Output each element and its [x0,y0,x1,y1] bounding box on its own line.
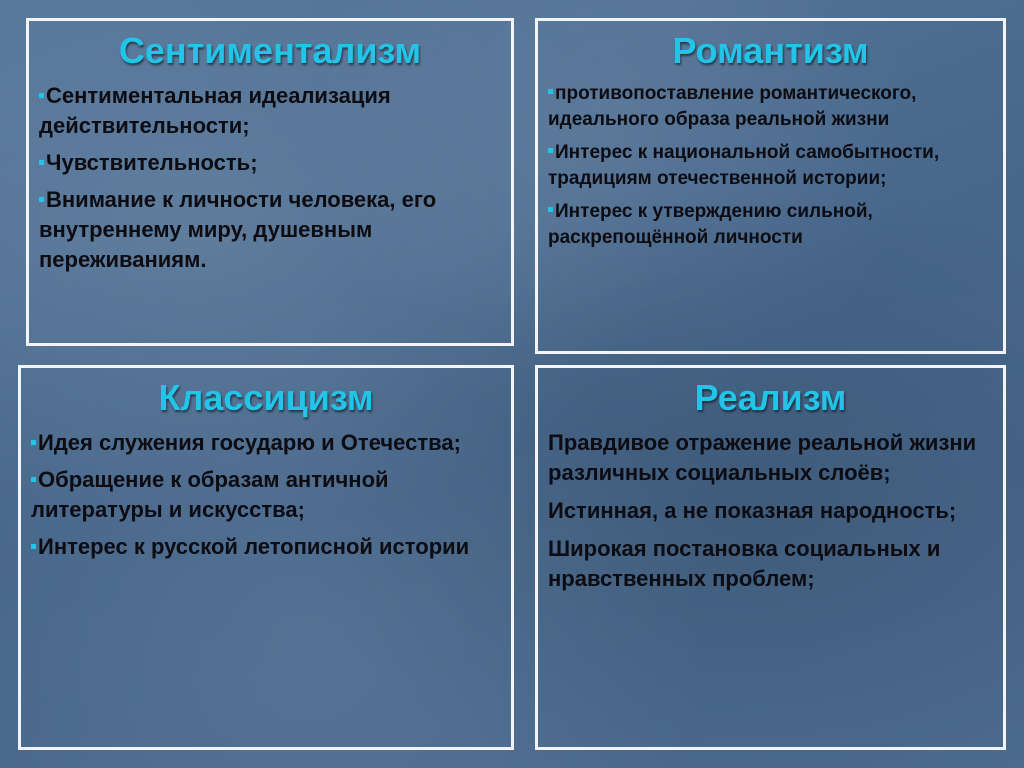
square-bullet-icon [548,148,553,153]
panel-title-realism: Реализм [694,377,847,418]
list-item-text: Сентиментальная идеализация действительности; [39,83,391,138]
list-item [548,199,993,251]
list-item [39,148,501,178]
list-item [548,140,993,192]
list-item [548,81,993,133]
square-bullet-icon [31,477,36,482]
list-item-text: Интерес к национальной самобытности, традициям отечественной истории; [548,142,940,189]
panel-realism [535,365,1006,750]
panel-classicism [18,365,514,750]
list-sentimentalism [39,81,501,275]
list-item-text: Обращение к образам античной литературы и искусства; [31,467,389,522]
list-realism [548,428,993,594]
panel-sentimentalism [26,18,514,346]
square-bullet-icon [39,160,44,165]
list-item [39,81,501,141]
list-item [548,496,993,526]
list-item-text: Чувствительность; [46,150,258,175]
list-item [31,532,501,562]
list-item-text: противопоставление романтического, идеального образа реальной жизни [548,83,917,130]
panel-romanticism [535,18,1006,354]
list-item [548,534,993,594]
square-bullet-icon [39,93,44,98]
square-bullet-icon [39,197,44,202]
list-item [39,185,501,275]
list-item-text: Идея служения государю и Отечества; [38,430,461,455]
square-bullet-icon [31,440,36,445]
list-item [31,428,501,458]
list-classicism [31,428,501,562]
panel-title-classicism: Классицизм [158,377,374,418]
list-romanticism [548,81,993,251]
square-bullet-icon [548,89,553,94]
square-bullet-icon [31,544,36,549]
list-item-text: Интерес к русской летописной истории [38,534,470,559]
list-item-text: Правдивое отражение реальной жизни различных социальных слоёв; [548,430,977,485]
panel-title-romanticism: Романтизм [672,30,869,71]
list-item-text: Широкая постановка социальных и нравственных проблем; [548,536,941,591]
list-item [548,428,993,488]
list-item-text: Внимание к личности человека, его внутреннему миру, душевным переживаниям. [39,187,437,272]
list-item [31,465,501,525]
list-item-text: Интерес к утверждению сильной, раскрепощённой личности [548,201,873,248]
list-item-text: Истинная, а не показная народность; [548,498,957,523]
square-bullet-icon [548,207,553,212]
panel-title-sentimentalism: Сентиментализм [118,30,422,71]
